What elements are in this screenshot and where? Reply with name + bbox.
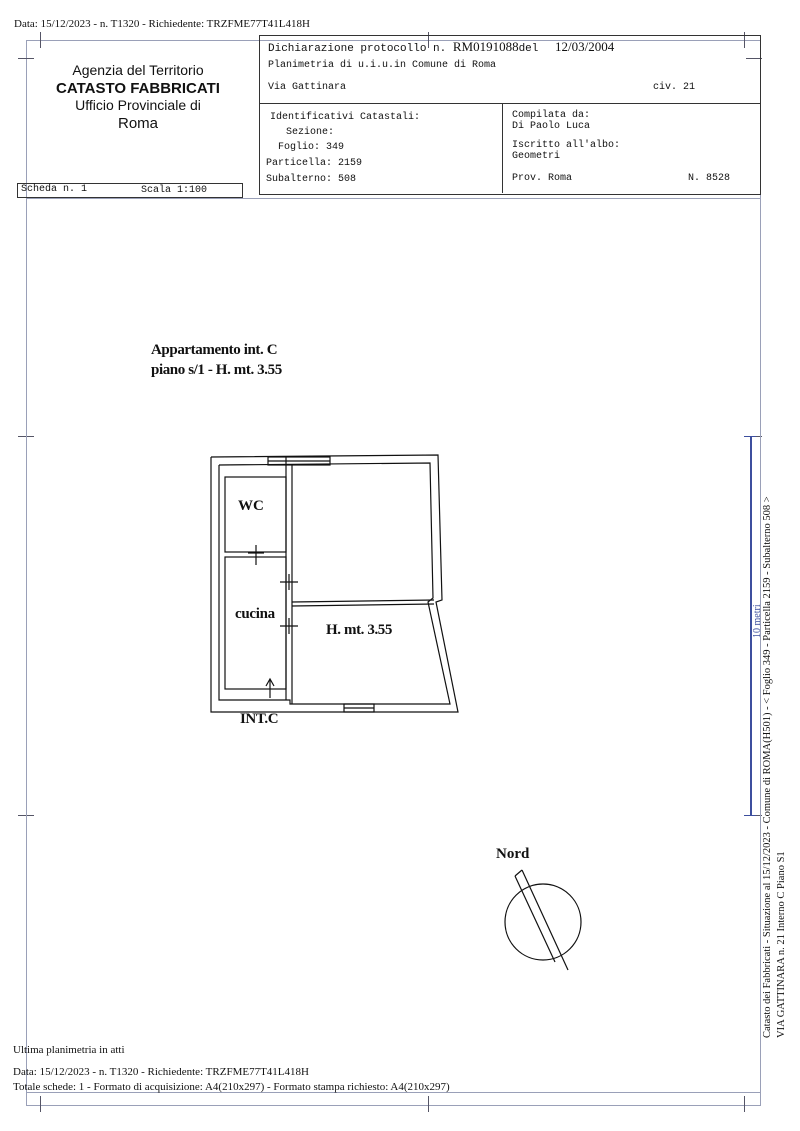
subalterno-value: Subalterno: 508 (266, 174, 357, 185)
albo-title: Iscritto all'albo: (512, 140, 621, 151)
header-divider (259, 103, 760, 104)
compiler-number: N. 8528 (688, 173, 731, 184)
planimetry-label: Planimetria di u.i.u.in Comune di Roma (268, 60, 497, 71)
ruler-cap-bottom (744, 815, 756, 816)
compiler-title: Compilata da: (512, 110, 591, 121)
header-request-line: Data: 15/12/2023 - n. T1320 - Richiedente: TRZFME77T41L418H (14, 18, 310, 30)
header-col-divider (502, 103, 503, 193)
ruler-cap-top (744, 436, 756, 437)
catasto-title: CATASTO FABBRICATI (56, 80, 220, 97)
ufficio-city: Roma (117, 115, 158, 132)
tick (40, 32, 41, 48)
room-label-cucina: cucina (235, 606, 275, 622)
declaration-date: 12/03/2004 (555, 39, 615, 54)
compass-needle-b (515, 876, 555, 962)
entrance-label: INT.C (240, 711, 279, 727)
address-street: Via Gattinara (268, 82, 347, 93)
declaration-row (268, 39, 614, 55)
room-height-label: H. mt. 3.55 (326, 622, 393, 638)
cucina-room (225, 557, 286, 689)
agency-name: Agenzia del Territorio (72, 62, 204, 78)
tick (18, 58, 34, 59)
tick (40, 1096, 41, 1112)
identifiers-title: Identificativi Catastali: (270, 112, 421, 123)
del-label: del (518, 43, 539, 55)
outer-wall-outer (211, 455, 458, 712)
room-label-wc: WC (238, 498, 264, 514)
compass-needle-a (522, 870, 568, 970)
vertical-cadastral-line: Catasto dei Fabbricati - Situazione al 15/12/2023 - Comune di ROMA(H501) - < Foglio 349 - Particella 2159 - Subalterno 508 > (762, 496, 773, 1038)
albo-value: Geometri (512, 151, 561, 162)
scala-label: Scala 1:100 (141, 185, 208, 196)
tick (428, 1096, 429, 1112)
sezione-label: Sezione: (286, 127, 335, 138)
compiler-province: Prov. Roma (512, 173, 573, 184)
north-compass (495, 862, 595, 977)
north-label: Nord (496, 846, 530, 862)
scale-ruler-label: 10 metri (752, 604, 763, 638)
tick (744, 1096, 745, 1112)
vertical-address-line: VIA GATTINARA n. 21 Interno C Piano S1 (776, 851, 787, 1038)
footer-request-line: Data: 15/12/2023 - n. T1320 - Richiedente: TRZFME77T41L418H (13, 1066, 309, 1078)
ufficio-label: Ufficio Provinciale di (75, 97, 201, 113)
foglio-value: Foglio: 349 (278, 142, 345, 153)
footer-ultima: Ultima planimetria in atti (13, 1044, 125, 1056)
compiler-name: Di Paolo Luca (512, 121, 591, 132)
declaration-label: Dichiarazione protocollo n. (268, 43, 447, 55)
floor-plan (200, 450, 470, 730)
plan-title: Appartamento int. C (151, 342, 278, 358)
footer-format-line: Totale schede: 1 - Formato di acquisizione: A4(210x297) - Formato stampa richiesto: A4(210x297) (13, 1081, 450, 1093)
address-civ: civ. 21 (653, 82, 696, 93)
plan-subtitle: piano s/1 - H. mt. 3.55 (151, 362, 282, 378)
particella-value: Particella: 2159 (266, 158, 363, 169)
protocol-number: RM0191088 (452, 39, 519, 54)
compass-circle (505, 884, 581, 960)
agency-block (30, 62, 246, 132)
scheda-label: Scheda n. 1 (21, 184, 88, 195)
